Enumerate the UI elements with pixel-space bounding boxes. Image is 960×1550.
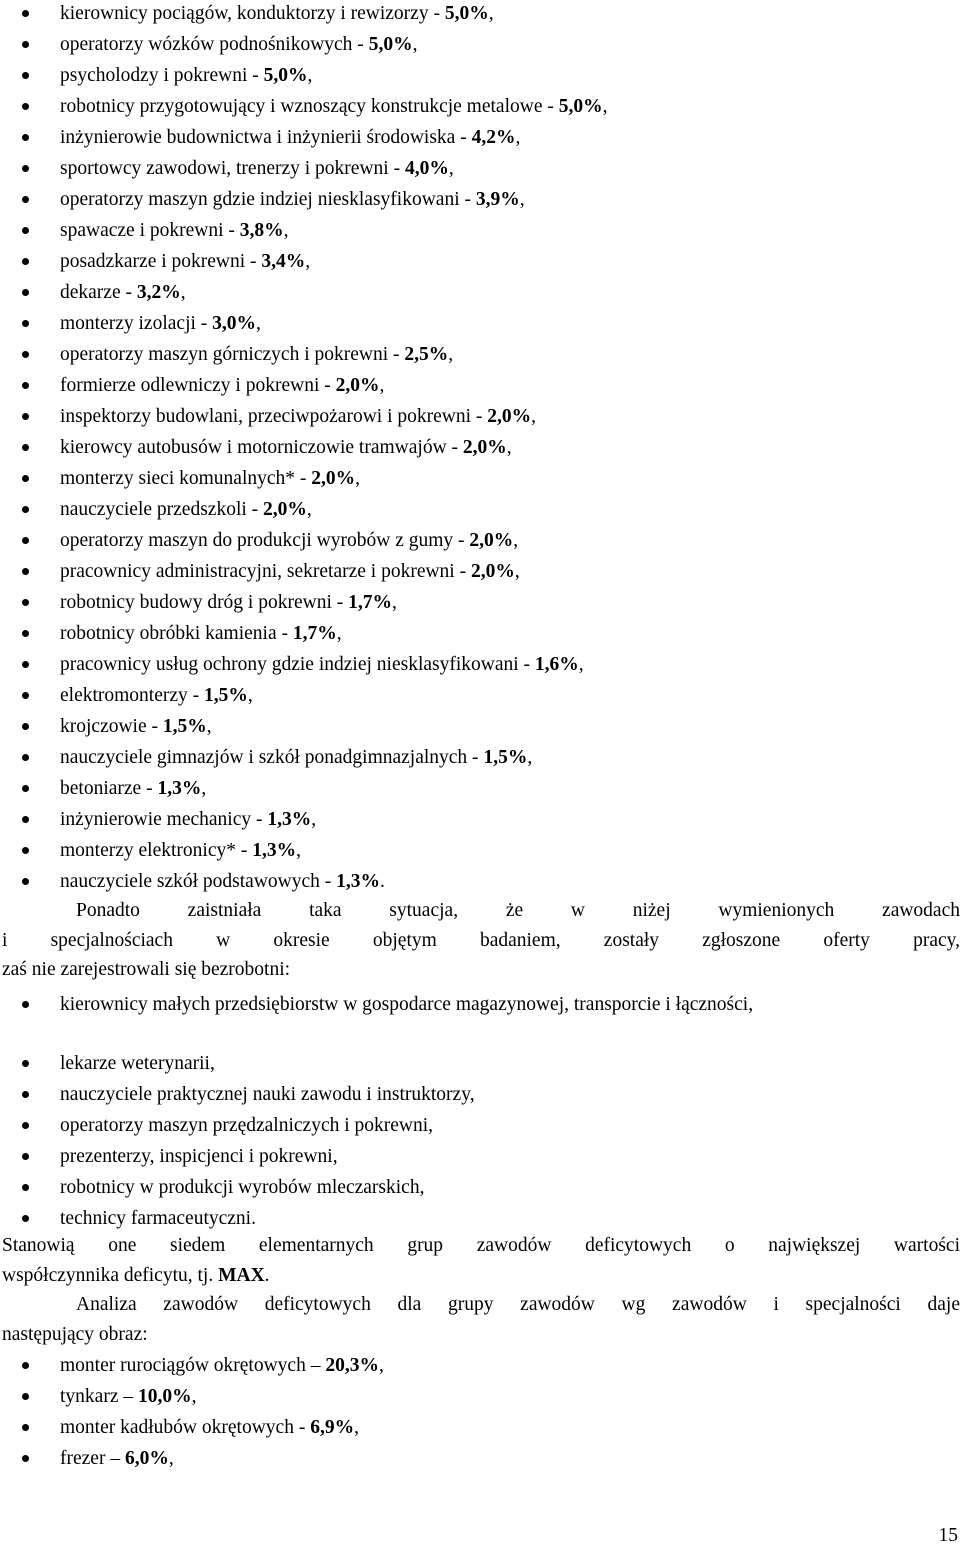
bullet-icon: [22, 723, 29, 730]
list-item-suffix: ,: [206, 716, 212, 737]
list-item: [0, 1381, 960, 1412]
list-item-value: 1,5%: [162, 716, 207, 737]
list-item: [0, 1203, 960, 1234]
list-item-text: frezer –: [60, 1448, 125, 1469]
list-item: [0, 649, 960, 680]
list-item: [0, 773, 960, 804]
list-item: [0, 215, 960, 246]
bullet-icon: [22, 196, 29, 203]
list-item-suffix: ,: [336, 623, 342, 644]
list-item-text: technicy farmaceutyczni.: [60, 1208, 256, 1229]
list-item: [0, 1443, 960, 1474]
list-item-suffix: .: [380, 871, 385, 892]
list-item-value: 5,0%: [263, 65, 308, 86]
bullet-icon: [22, 165, 29, 172]
list-item-text: robotnicy w produkcji wyrobów mleczarskich,: [60, 1177, 425, 1198]
list-item-value: 6,9%: [310, 1417, 355, 1438]
list-item-value: 3,9%: [475, 189, 520, 210]
bullet-icon: [22, 1184, 29, 1191]
bullet-icon: [22, 351, 29, 358]
list-item-suffix: ,: [305, 251, 311, 272]
list-item-text: operatorzy maszyn górniczych i pokrewni -: [60, 344, 405, 365]
list-item: [0, 246, 960, 277]
list-item-text: nauczyciele praktycznej nauki zawodu i instruktorzy,: [60, 1084, 475, 1105]
bullet-icon: [22, 630, 29, 637]
list-item-suffix: ,: [519, 189, 525, 210]
list-item-value: 1,7%: [348, 592, 392, 613]
list-item-text: formierze odlewniczy i pokrewni -: [60, 375, 336, 396]
bullet-icon: [22, 816, 29, 823]
list-item-text: prezenterzy, inspicjenci i pokrewni,: [60, 1146, 338, 1167]
page-number: 15: [938, 1525, 958, 1546]
bullet-icon: [22, 1393, 29, 1400]
bullet-icon: [22, 103, 29, 110]
list-item-text: elektromonterzy -: [60, 685, 205, 706]
paragraph-line: Analiza zawodów deficytowych dla grupy zawodów wg zawodów i specjalności daje: [76, 1294, 960, 1315]
list-item-text: inspektorzy budowlani, przeciwpożarowi i pokrewni -: [60, 406, 488, 427]
paragraph-line: następujący obraz:: [2, 1323, 148, 1345]
list-item-value: 5,0%: [368, 34, 413, 55]
paragraph-additional-offers: [2, 896, 960, 985]
list-item-text: robotnicy przygotowujący i wznoszący konstrukcje metalowe -: [60, 96, 559, 117]
list-item: [0, 277, 960, 308]
list-item-value: 3,8%: [239, 220, 284, 241]
bullet-icon: [22, 72, 29, 79]
list-item-text: pracownicy usług ochrony gdzie indziej niesklasyfikowani -: [60, 654, 535, 675]
bullet-icon: [22, 1122, 29, 1129]
bullet-icon: [22, 1153, 29, 1160]
list-item-text: pracownicy administracyjni, sekretarze i pokrewni -: [60, 561, 471, 582]
list-item-value: 2,5%: [404, 344, 449, 365]
bullet-icon: [22, 692, 29, 699]
list-item-value: 2,0%: [335, 375, 380, 396]
paragraph-line: [2, 1261, 960, 1291]
list-item: [0, 711, 960, 742]
list-item-value: 3,4%: [261, 251, 306, 272]
list-item-text: inżynierowie budownictwa i inżynierii środowiska -: [60, 127, 472, 148]
list-item-value: 3,2%: [136, 282, 181, 303]
list-item-text: spawacze i pokrewni -: [60, 220, 240, 241]
paragraph-line: Stanowią one siedem elementarnych grup zawodów deficytowych o największej wartości: [2, 1235, 960, 1256]
paragraph-analysis: [2, 1290, 960, 1349]
list-item-value: 20,3%: [325, 1355, 379, 1376]
bullet-icon: [22, 847, 29, 854]
specialty-shortage-list: [0, 1350, 960, 1474]
list-item: [0, 866, 960, 897]
list-item: [0, 1048, 960, 1079]
list-item: [0, 432, 960, 463]
list-item-suffix: ,: [191, 1386, 197, 1407]
list-item-value: 1,7%: [292, 623, 337, 644]
list-item-text: betoniarze -: [60, 778, 158, 799]
list-item-text: psycholodzy i pokrewni -: [60, 65, 264, 86]
bullet-icon: [22, 537, 29, 544]
list-item-suffix: ,: [602, 96, 608, 117]
list-item-text: robotnicy budowy dróg i pokrewni -: [60, 592, 349, 613]
list-item-text: lekarze weterynarii,: [60, 1053, 215, 1074]
list-item-value: 1,3%: [336, 871, 381, 892]
list-item: [0, 339, 960, 370]
list-item-text: operatorzy maszyn przędzalniczych i pokrewni,: [60, 1115, 434, 1136]
list-item-suffix: ,: [311, 809, 317, 830]
list-item-value: 1,3%: [267, 809, 312, 830]
max-label: MAX: [218, 1264, 265, 1286]
list-item-text: tynkarz –: [60, 1386, 138, 1407]
list-item-suffix: ,: [379, 375, 385, 396]
list-item-suffix: ,: [392, 592, 397, 613]
list-item-text: krojczowie -: [60, 716, 163, 737]
list-item: [0, 463, 960, 494]
list-item-value: 4,0%: [404, 158, 449, 179]
list-item: [0, 680, 960, 711]
bullet-icon: [22, 134, 29, 141]
paragraph-line: Ponadto zaistniała taka sytuacja, że w niżej wymienionych zawodach: [76, 900, 960, 921]
list-item-text: monterzy izolacji -: [60, 313, 213, 334]
list-item: [0, 1110, 960, 1141]
list-item-text: sportowcy zawodowi, trenerzy i pokrewni -: [60, 158, 405, 179]
list-item-suffix: ,: [283, 220, 289, 241]
bullet-icon: [22, 41, 29, 48]
list-item-suffix: ,: [448, 344, 454, 365]
bullet-icon: [22, 382, 29, 389]
list-item-value: 1,5%: [483, 747, 528, 768]
bullet-icon: [22, 1455, 29, 1462]
bullet-icon: [22, 1001, 29, 1008]
list-item-suffix: ,: [527, 747, 533, 768]
list-item-text: monterzy elektronicy* -: [60, 840, 253, 861]
list-item-text: robotnicy obróbki kamienia -: [60, 623, 293, 644]
bullet-icon: [22, 1362, 29, 1369]
list-item: [0, 153, 960, 184]
paragraph-line: zaś nie zarejestrowali się bezrobotni:: [2, 959, 291, 980]
list-item-value: 1,3%: [252, 840, 297, 861]
bullet-icon: [22, 289, 29, 296]
list-item-suffix: ,: [354, 1417, 359, 1438]
list-item: [0, 556, 960, 587]
list-item: [0, 401, 960, 432]
list-item: [0, 60, 960, 91]
bullet-icon: [22, 599, 29, 606]
list-item: [0, 184, 960, 215]
bullet-icon: [22, 878, 29, 885]
list-item-suffix: ,: [180, 282, 186, 303]
list-item-suffix: ,: [201, 778, 207, 799]
list-item-suffix: ,: [256, 313, 261, 334]
paragraph-text: współczynnika deficytu, tj.: [2, 1264, 219, 1286]
list-item: [0, 1172, 960, 1203]
bullet-icon: [22, 661, 29, 668]
list-item-value: 2,0%: [462, 437, 507, 458]
list-item-suffix: ,: [578, 654, 584, 675]
list-item-text: inżynierowie mechanicy -: [60, 809, 268, 830]
list-item: [0, 990, 960, 1048]
list-item-text: operatorzy wózków podnośnikowych -: [60, 34, 369, 55]
bullet-icon: [22, 320, 29, 327]
list-item-suffix: ,: [448, 158, 454, 179]
bullet-icon: [22, 1060, 29, 1067]
list-item-text: dekarze -: [60, 282, 137, 303]
list-item-suffix: ,: [515, 127, 521, 148]
list-item-value: 10,0%: [137, 1386, 192, 1407]
list-item-suffix: ,: [247, 685, 253, 706]
list-item: [0, 742, 960, 773]
list-item-suffix: ,: [513, 530, 519, 551]
list-item-text: kierownicy pociągów, konduktorzy i rewizorzy -: [60, 3, 445, 24]
list-item: [0, 587, 960, 618]
list-item-value: 2,0%: [311, 468, 356, 489]
list-item-value: 1,3%: [157, 778, 202, 799]
bullet-icon: [22, 1091, 29, 1098]
list-item: [0, 122, 960, 153]
list-item: [0, 618, 960, 649]
bullet-icon: [22, 506, 29, 513]
bullet-icon: [22, 754, 29, 761]
unregistered-occupations-list: [0, 990, 960, 1234]
list-item-suffix: ,: [514, 561, 520, 582]
list-item: [0, 494, 960, 525]
bullet-icon: [22, 1215, 29, 1222]
list-item-suffix: ,: [306, 499, 312, 520]
list-item-suffix: ,: [307, 65, 313, 86]
list-item: [0, 1412, 960, 1443]
paragraph-max-coefficient: [2, 1231, 960, 1290]
bullet-icon: [22, 227, 29, 234]
list-item-value: 2,0%: [263, 499, 307, 520]
list-item-text: posadzkarze i pokrewni -: [60, 251, 262, 272]
list-item-suffix: ,: [355, 468, 361, 489]
list-item-suffix: ,: [531, 406, 536, 427]
bullet-icon: [22, 444, 29, 451]
list-item-text: monter rurociągów okrętowych –: [60, 1355, 326, 1376]
bullet-icon: [22, 785, 29, 792]
list-item: [0, 91, 960, 122]
list-item-suffix: ,: [506, 437, 512, 458]
list-item-text: monterzy sieci komunalnych* -: [60, 468, 312, 489]
list-item-text: nauczyciele gimnazjów i szkół ponadgimnazjalnych -: [60, 747, 484, 768]
bullet-icon: [22, 568, 29, 575]
list-item: [0, 1079, 960, 1110]
paragraph-text: .: [264, 1264, 270, 1286]
list-item-text: operatorzy maszyn do produkcji wyrobów z gumy -: [60, 530, 470, 551]
list-item-suffix: ,: [168, 1448, 174, 1469]
list-item-text: nauczyciele szkół podstawowych -: [60, 871, 337, 892]
list-item-value: 1,5%: [204, 685, 248, 706]
list-item-text: operatorzy maszyn gdzie indziej niesklasyfikowani -: [60, 189, 476, 210]
list-item-value: 1,6%: [534, 654, 579, 675]
list-item-text: kierowcy autobusów i motorniczowie tramwajów -: [60, 437, 463, 458]
list-item: [0, 0, 960, 29]
bullet-icon: [22, 413, 29, 420]
list-item-value: 4,2%: [471, 127, 516, 148]
list-item: [0, 525, 960, 556]
list-item-value: 5,0%: [444, 3, 489, 24]
list-item-text: nauczyciele przedszkoli -: [60, 499, 264, 520]
list-item-value: 2,0%: [470, 561, 515, 582]
list-item-text: monter kadłubów okrętowych -: [60, 1417, 311, 1438]
bullet-icon: [22, 475, 29, 482]
list-item-suffix: ,: [378, 1355, 384, 1376]
list-item: [0, 1350, 960, 1381]
list-item-suffix: ,: [296, 840, 301, 861]
list-item-text: kierownicy małych przedsiębiorstw w gospodarce magazynowej, transporcie i łączności,: [60, 994, 754, 1015]
list-item: [0, 1141, 960, 1172]
list-item: [0, 370, 960, 401]
list-item: [0, 835, 960, 866]
bullet-icon: [22, 1424, 29, 1431]
list-item-value: 2,0%: [469, 530, 514, 551]
bullet-icon: [22, 10, 29, 17]
list-item-value: 5,0%: [558, 96, 603, 117]
paragraph-line: i specjalnościach w okresie objętym badaniem, zostały zgłoszone oferty pracy,: [2, 929, 960, 951]
list-item: [0, 804, 960, 835]
list-item-value: 6,0%: [124, 1448, 169, 1469]
list-item-value: 3,0%: [212, 313, 257, 334]
list-item-suffix: ,: [412, 34, 418, 55]
list-item-suffix: ,: [488, 3, 494, 24]
bullet-icon: [22, 258, 29, 265]
list-item: [0, 29, 960, 60]
list-item: [0, 308, 960, 339]
list-item-value: 2,0%: [487, 406, 532, 427]
